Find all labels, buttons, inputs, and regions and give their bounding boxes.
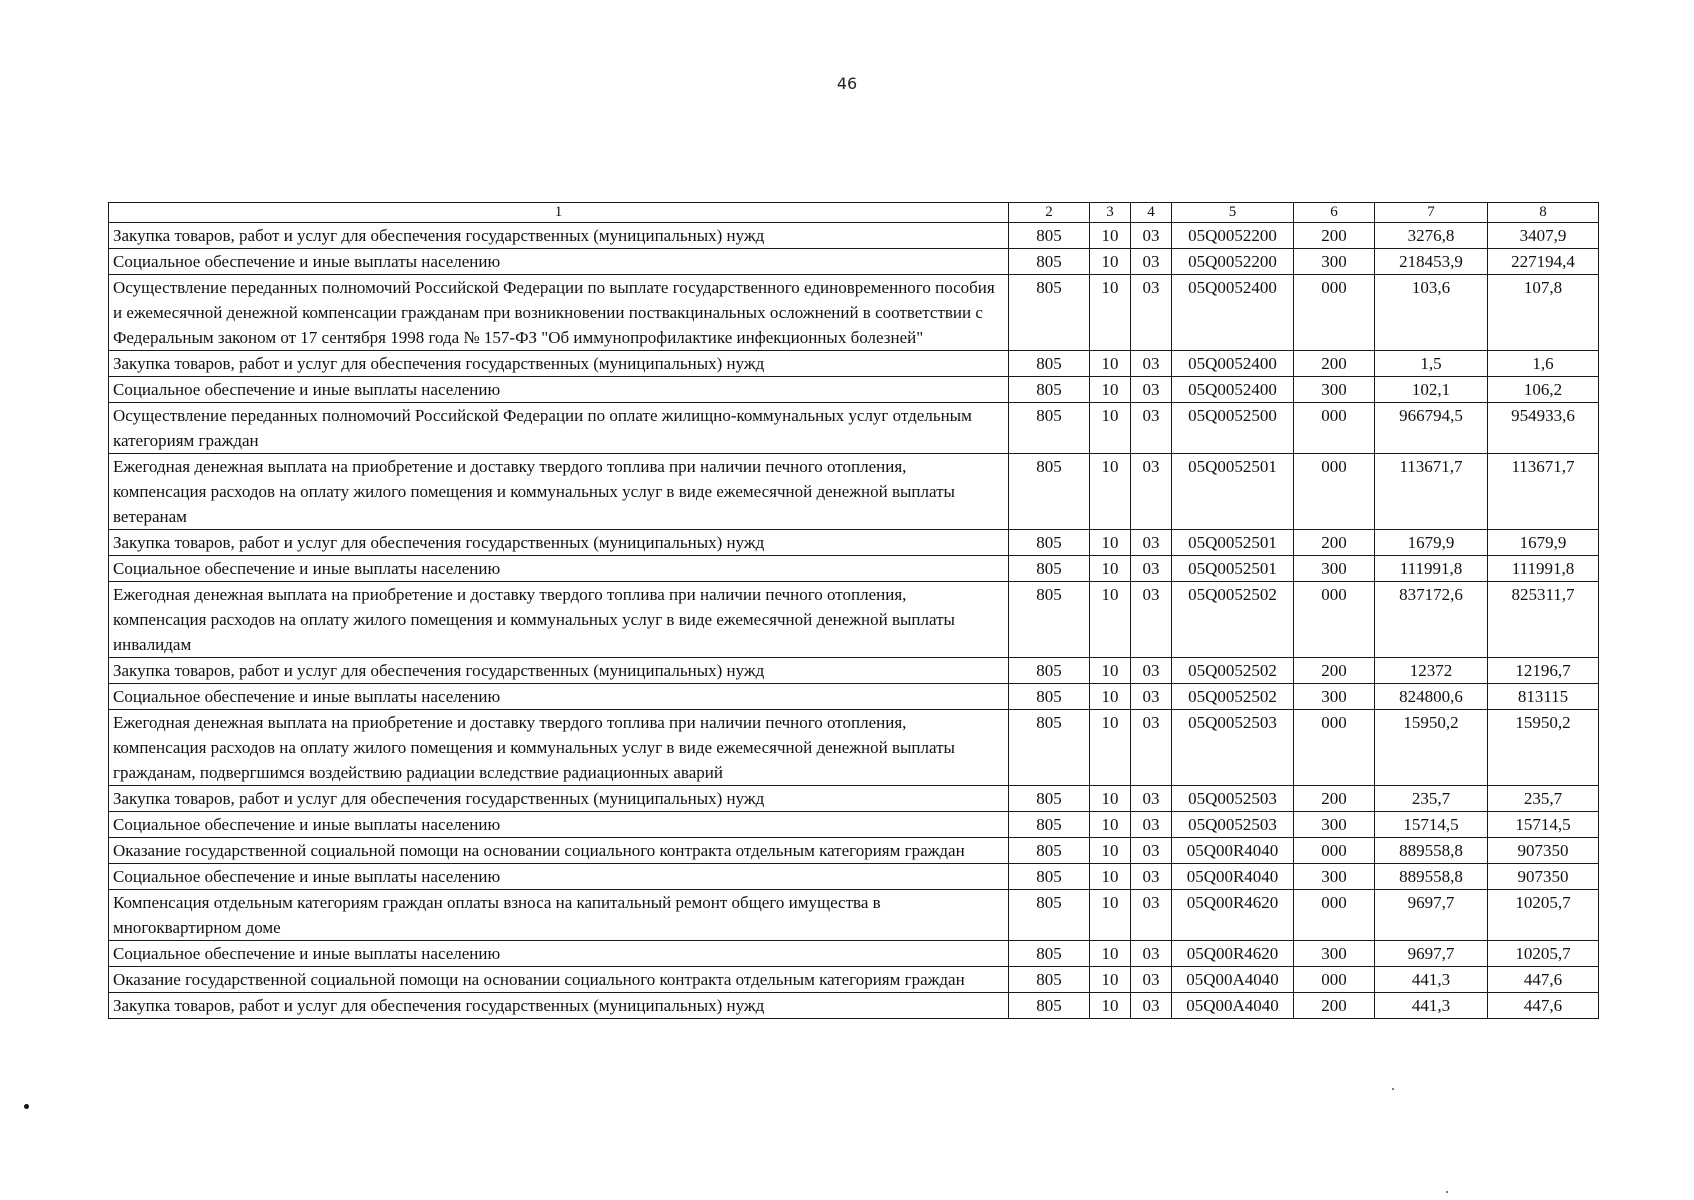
table-row	[109, 275, 1599, 351]
table-row	[109, 838, 1599, 864]
cell-amount-year-1: 441,3	[1375, 967, 1488, 993]
cell-ministry-code: 805	[1009, 864, 1090, 890]
cell-amount-year-2: 447,6	[1488, 993, 1599, 1019]
table-row	[109, 223, 1599, 249]
cell-expense-type: 000	[1294, 710, 1375, 786]
cell-target-article: 05Q00R4620	[1172, 890, 1294, 941]
cell-ministry-code: 805	[1009, 838, 1090, 864]
cell-target-article: 05Q00A4040	[1172, 967, 1294, 993]
cell-ministry-code: 805	[1009, 684, 1090, 710]
cell-ministry-code: 805	[1009, 786, 1090, 812]
row-description: Компенсация отдельным категориям граждан оплаты взноса на капитальный ремонт общего имущества в многоквартирном доме	[109, 890, 1009, 941]
cell-expense-type: 000	[1294, 275, 1375, 351]
column-header-7: 7	[1375, 203, 1488, 223]
cell-subsection-code: 03	[1131, 556, 1172, 582]
cell-amount-year-1: 889558,8	[1375, 864, 1488, 890]
cell-expense-type: 300	[1294, 812, 1375, 838]
scan-speck	[1446, 1191, 1448, 1193]
table-row	[109, 454, 1599, 530]
cell-target-article: 05Q0052400	[1172, 377, 1294, 403]
table-row	[109, 249, 1599, 275]
cell-section-code: 10	[1090, 890, 1131, 941]
cell-subsection-code: 03	[1131, 658, 1172, 684]
cell-target-article: 05Q0052502	[1172, 582, 1294, 658]
cell-target-article: 05Q00R4040	[1172, 864, 1294, 890]
cell-section-code: 10	[1090, 684, 1131, 710]
row-description: Закупка товаров, работ и услуг для обеспечения государственных (муниципальных) нужд	[109, 993, 1009, 1019]
cell-section-code: 10	[1090, 864, 1131, 890]
cell-target-article: 05Q00R4620	[1172, 941, 1294, 967]
cell-section-code: 10	[1090, 838, 1131, 864]
cell-ministry-code: 805	[1009, 275, 1090, 351]
table-row	[109, 993, 1599, 1019]
cell-amount-year-1: 441,3	[1375, 993, 1488, 1019]
cell-amount-year-1: 889558,8	[1375, 838, 1488, 864]
cell-section-code: 10	[1090, 556, 1131, 582]
cell-subsection-code: 03	[1131, 530, 1172, 556]
cell-amount-year-2: 954933,6	[1488, 403, 1599, 454]
row-description: Закупка товаров, работ и услуг для обеспечения государственных (муниципальных) нужд	[109, 530, 1009, 556]
cell-ministry-code: 805	[1009, 941, 1090, 967]
row-description: Закупка товаров, работ и услуг для обеспечения государственных (муниципальных) нужд	[109, 658, 1009, 684]
cell-target-article: 05Q0052400	[1172, 351, 1294, 377]
cell-ministry-code: 805	[1009, 812, 1090, 838]
cell-amount-year-1: 111991,8	[1375, 556, 1488, 582]
table-row	[109, 941, 1599, 967]
cell-subsection-code: 03	[1131, 941, 1172, 967]
cell-section-code: 10	[1090, 351, 1131, 377]
cell-target-article: 05Q0052503	[1172, 710, 1294, 786]
row-description: Социальное обеспечение и иные выплаты населению	[109, 684, 1009, 710]
cell-amount-year-2: 813115	[1488, 684, 1599, 710]
cell-ministry-code: 805	[1009, 710, 1090, 786]
cell-amount-year-1: 1,5	[1375, 351, 1488, 377]
cell-amount-year-2: 111991,8	[1488, 556, 1599, 582]
cell-amount-year-1: 113671,7	[1375, 454, 1488, 530]
cell-target-article: 05Q0052503	[1172, 812, 1294, 838]
row-description: Оказание государственной социальной помощи на основании социального контракта отдельным категориям граждан	[109, 967, 1009, 993]
cell-expense-type: 200	[1294, 351, 1375, 377]
cell-amount-year-2: 1,6	[1488, 351, 1599, 377]
cell-expense-type: 300	[1294, 864, 1375, 890]
header-row	[109, 203, 1599, 223]
cell-ministry-code: 805	[1009, 249, 1090, 275]
cell-expense-type: 200	[1294, 993, 1375, 1019]
cell-amount-year-2: 907350	[1488, 864, 1599, 890]
row-description: Социальное обеспечение и иные выплаты населению	[109, 864, 1009, 890]
scan-speck	[1392, 1088, 1394, 1090]
cell-subsection-code: 03	[1131, 967, 1172, 993]
cell-section-code: 10	[1090, 658, 1131, 684]
cell-subsection-code: 03	[1131, 786, 1172, 812]
cell-subsection-code: 03	[1131, 249, 1172, 275]
column-header-3: 3	[1090, 203, 1131, 223]
cell-target-article: 05Q0052502	[1172, 658, 1294, 684]
row-description: Ежегодная денежная выплата на приобретение и доставку твердого топлива при наличии печного отопления, компенсация расходов на оплату жилого помещения и коммунальных услуг в виде ежемесячной денежной выплаты ветеранам	[109, 454, 1009, 530]
cell-ministry-code: 805	[1009, 403, 1090, 454]
cell-amount-year-1: 966794,5	[1375, 403, 1488, 454]
cell-subsection-code: 03	[1131, 838, 1172, 864]
cell-amount-year-1: 3276,8	[1375, 223, 1488, 249]
cell-section-code: 10	[1090, 582, 1131, 658]
cell-amount-year-2: 907350	[1488, 838, 1599, 864]
table-row	[109, 684, 1599, 710]
row-description: Ежегодная денежная выплата на приобретение и доставку твердого топлива при наличии печного отопления, компенсация расходов на оплату жилого помещения и коммунальных услуг в виде ежемесячной денежной выплаты гражданам, подвергшимся воздействию радиации вследствие радиационных аварий	[109, 710, 1009, 786]
cell-amount-year-2: 447,6	[1488, 967, 1599, 993]
cell-expense-type: 000	[1294, 890, 1375, 941]
cell-ministry-code: 805	[1009, 967, 1090, 993]
cell-amount-year-2: 12196,7	[1488, 658, 1599, 684]
cell-ministry-code: 805	[1009, 890, 1090, 941]
cell-target-article: 05Q0052500	[1172, 403, 1294, 454]
cell-amount-year-2: 113671,7	[1488, 454, 1599, 530]
table-row	[109, 556, 1599, 582]
cell-section-code: 10	[1090, 993, 1131, 1019]
cell-amount-year-2: 3407,9	[1488, 223, 1599, 249]
column-header-4: 4	[1131, 203, 1172, 223]
row-description: Социальное обеспечение и иные выплаты населению	[109, 941, 1009, 967]
column-header-2: 2	[1009, 203, 1090, 223]
cell-section-code: 10	[1090, 941, 1131, 967]
cell-amount-year-2: 106,2	[1488, 377, 1599, 403]
cell-subsection-code: 03	[1131, 684, 1172, 710]
page-number: 46	[836, 74, 858, 93]
row-description: Социальное обеспечение и иные выплаты населению	[109, 249, 1009, 275]
cell-section-code: 10	[1090, 403, 1131, 454]
cell-expense-type: 200	[1294, 786, 1375, 812]
cell-ministry-code: 805	[1009, 658, 1090, 684]
cell-target-article: 05Q0052501	[1172, 454, 1294, 530]
row-description: Закупка товаров, работ и услуг для обеспечения государственных (муниципальных) нужд	[109, 786, 1009, 812]
cell-expense-type: 300	[1294, 556, 1375, 582]
cell-expense-type: 000	[1294, 403, 1375, 454]
cell-amount-year-1: 837172,6	[1375, 582, 1488, 658]
table-row	[109, 658, 1599, 684]
cell-subsection-code: 03	[1131, 582, 1172, 658]
table-row	[109, 890, 1599, 941]
cell-subsection-code: 03	[1131, 454, 1172, 530]
cell-target-article: 05Q0052501	[1172, 556, 1294, 582]
cell-amount-year-1: 9697,7	[1375, 941, 1488, 967]
cell-amount-year-2: 10205,7	[1488, 890, 1599, 941]
table-row	[109, 786, 1599, 812]
table-row	[109, 351, 1599, 377]
table-row	[109, 812, 1599, 838]
cell-amount-year-2: 825311,7	[1488, 582, 1599, 658]
cell-target-article: 05Q00A4040	[1172, 993, 1294, 1019]
cell-subsection-code: 03	[1131, 351, 1172, 377]
cell-ministry-code: 805	[1009, 530, 1090, 556]
table-body	[109, 223, 1599, 1019]
cell-amount-year-1: 1679,9	[1375, 530, 1488, 556]
cell-target-article: 05Q00R4040	[1172, 838, 1294, 864]
cell-target-article: 05Q0052503	[1172, 786, 1294, 812]
cell-amount-year-2: 235,7	[1488, 786, 1599, 812]
row-description: Оказание государственной социальной помощи на основании социального контракта отдельным категориям граждан	[109, 838, 1009, 864]
cell-expense-type: 300	[1294, 377, 1375, 403]
column-header-8: 8	[1488, 203, 1599, 223]
cell-subsection-code: 03	[1131, 812, 1172, 838]
cell-amount-year-1: 9697,7	[1375, 890, 1488, 941]
cell-expense-type: 000	[1294, 967, 1375, 993]
cell-target-article: 05Q0052400	[1172, 275, 1294, 351]
cell-section-code: 10	[1090, 967, 1131, 993]
cell-target-article: 05Q0052200	[1172, 223, 1294, 249]
cell-amount-year-2: 15950,2	[1488, 710, 1599, 786]
table-row	[109, 377, 1599, 403]
cell-expense-type: 000	[1294, 582, 1375, 658]
cell-ministry-code: 805	[1009, 993, 1090, 1019]
table-row	[109, 967, 1599, 993]
row-description: Социальное обеспечение и иные выплаты населению	[109, 812, 1009, 838]
cell-expense-type: 200	[1294, 223, 1375, 249]
cell-section-code: 10	[1090, 223, 1131, 249]
cell-amount-year-1: 15714,5	[1375, 812, 1488, 838]
cell-ministry-code: 805	[1009, 377, 1090, 403]
cell-amount-year-1: 103,6	[1375, 275, 1488, 351]
cell-amount-year-1: 235,7	[1375, 786, 1488, 812]
cell-subsection-code: 03	[1131, 710, 1172, 786]
cell-section-code: 10	[1090, 275, 1131, 351]
cell-subsection-code: 03	[1131, 993, 1172, 1019]
cell-ministry-code: 805	[1009, 351, 1090, 377]
cell-amount-year-2: 15714,5	[1488, 812, 1599, 838]
column-header-1: 1	[109, 203, 1009, 223]
cell-ministry-code: 805	[1009, 556, 1090, 582]
cell-subsection-code: 03	[1131, 890, 1172, 941]
cell-target-article: 05Q0052502	[1172, 684, 1294, 710]
cell-amount-year-2: 10205,7	[1488, 941, 1599, 967]
cell-expense-type: 300	[1294, 249, 1375, 275]
cell-subsection-code: 03	[1131, 223, 1172, 249]
cell-target-article: 05Q0052501	[1172, 530, 1294, 556]
cell-amount-year-1: 102,1	[1375, 377, 1488, 403]
cell-target-article: 05Q0052200	[1172, 249, 1294, 275]
cell-expense-type: 000	[1294, 454, 1375, 530]
cell-expense-type: 300	[1294, 941, 1375, 967]
table-row	[109, 530, 1599, 556]
cell-amount-year-1: 12372	[1375, 658, 1488, 684]
table-row	[109, 710, 1599, 786]
margin-dot	[24, 1104, 29, 1109]
row-description: Осуществление переданных полномочий Российской Федерации по оплате жилищно-коммунальных услуг отдельным категориям граждан	[109, 403, 1009, 454]
cell-amount-year-2: 227194,4	[1488, 249, 1599, 275]
cell-amount-year-1: 15950,2	[1375, 710, 1488, 786]
cell-expense-type: 000	[1294, 838, 1375, 864]
cell-expense-type: 200	[1294, 530, 1375, 556]
budget-table	[108, 202, 1599, 1019]
row-description: Социальное обеспечение и иные выплаты населению	[109, 377, 1009, 403]
cell-ministry-code: 805	[1009, 582, 1090, 658]
column-header-6: 6	[1294, 203, 1375, 223]
column-header-5: 5	[1172, 203, 1294, 223]
cell-section-code: 10	[1090, 249, 1131, 275]
cell-section-code: 10	[1090, 530, 1131, 556]
row-description: Социальное обеспечение и иные выплаты населению	[109, 556, 1009, 582]
cell-ministry-code: 805	[1009, 223, 1090, 249]
cell-expense-type: 300	[1294, 684, 1375, 710]
row-description: Закупка товаров, работ и услуг для обеспечения государственных (муниципальных) нужд	[109, 351, 1009, 377]
cell-section-code: 10	[1090, 786, 1131, 812]
row-description: Закупка товаров, работ и услуг для обеспечения государственных (муниципальных) нужд	[109, 223, 1009, 249]
cell-ministry-code: 805	[1009, 454, 1090, 530]
table-row	[109, 582, 1599, 658]
cell-amount-year-1: 218453,9	[1375, 249, 1488, 275]
row-description: Осуществление переданных полномочий Российской Федерации по выплате государственного единовременного пособия и ежемесячной денежной компенсации гражданам при возникновении поствакцинальных осложнений в соответствии с Федеральным законом от 17 сентября 1998 года № 157-ФЗ "Об иммунопрофилактике инфекционных болезней"	[109, 275, 1009, 351]
row-description: Ежегодная денежная выплата на приобретение и доставку твердого топлива при наличии печного отопления, компенсация расходов на оплату жилого помещения и коммунальных услуг в виде ежемесячной денежной выплаты инвалидам	[109, 582, 1009, 658]
table-row	[109, 864, 1599, 890]
cell-subsection-code: 03	[1131, 864, 1172, 890]
cell-subsection-code: 03	[1131, 275, 1172, 351]
cell-subsection-code: 03	[1131, 403, 1172, 454]
cell-section-code: 10	[1090, 812, 1131, 838]
cell-section-code: 10	[1090, 454, 1131, 530]
cell-amount-year-1: 824800,6	[1375, 684, 1488, 710]
cell-amount-year-2: 1679,9	[1488, 530, 1599, 556]
cell-section-code: 10	[1090, 710, 1131, 786]
table-row	[109, 403, 1599, 454]
cell-amount-year-2: 107,8	[1488, 275, 1599, 351]
cell-subsection-code: 03	[1131, 377, 1172, 403]
cell-expense-type: 200	[1294, 658, 1375, 684]
cell-section-code: 10	[1090, 377, 1131, 403]
